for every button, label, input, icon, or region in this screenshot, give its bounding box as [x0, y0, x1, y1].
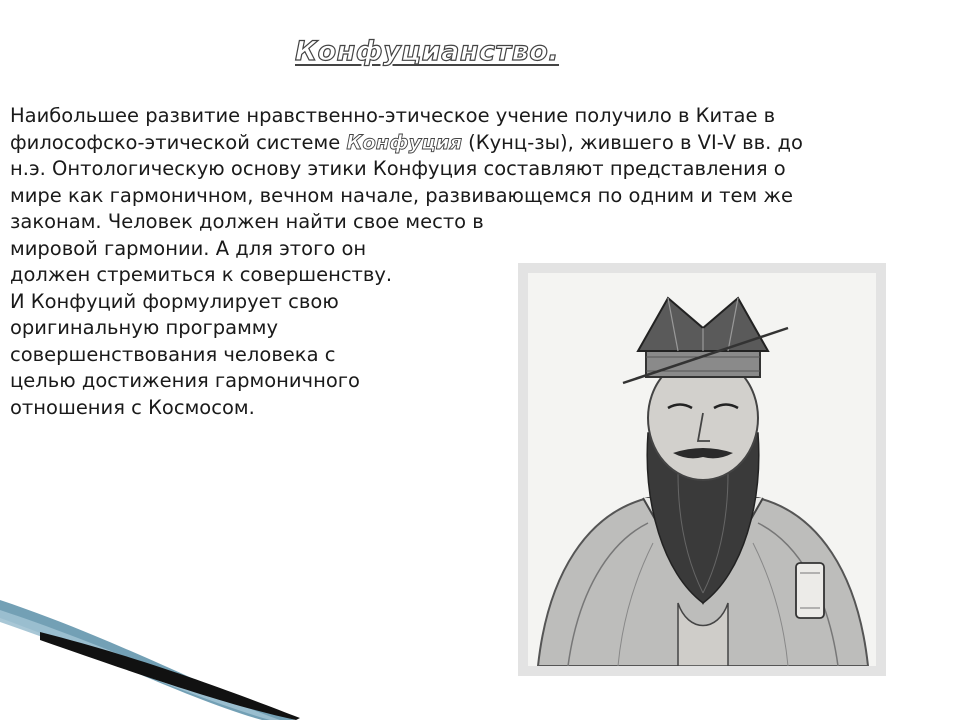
body-text-segment: целью достижения гармоничного — [10, 369, 360, 392]
body-text-segment: И Конфуций формулирует свою — [10, 289, 339, 313]
portrait-frame — [518, 263, 886, 676]
body-text-segment: совершенствования человека с — [10, 342, 336, 366]
portrait-image — [528, 273, 876, 666]
body-text-segment: философско-этической системе — [10, 130, 347, 154]
body-text-segment: Наибольшее развитие нравственно-этическое учение получило в Китае в — [10, 104, 776, 127]
body-text-line — [10, 103, 950, 130]
body-text-segment: мировой гармонии. А для этого он — [10, 236, 367, 260]
body-text-segment: должен стремиться к совершенству. — [10, 263, 393, 286]
body-text-line — [10, 130, 950, 157]
body-text-line — [10, 156, 950, 183]
body-text-segment: н.э. Онтологическую основу этики Конфуция составляют представления о — [10, 157, 786, 180]
body-text-segment: законам. Человек должен найти свое место в — [10, 210, 484, 233]
body-text-line — [10, 183, 950, 210]
confucius-portrait-icon — [528, 273, 876, 666]
slide-title: Конфуцианство. — [295, 36, 560, 67]
body-text-segment: отношения с Космосом. — [10, 395, 255, 419]
body-text-line — [10, 209, 950, 236]
body-text-segment: (Кунц-зы), жившего в VI-V вв. до — [461, 130, 803, 154]
body-text-segment: оригинальную программу — [10, 316, 279, 339]
body-text-line — [10, 236, 950, 263]
body-text-segment: мире как гармоничном, вечном начале, развивающемся по одним и тем же — [10, 183, 793, 207]
highlighted-term: Конфуция — [346, 130, 462, 154]
